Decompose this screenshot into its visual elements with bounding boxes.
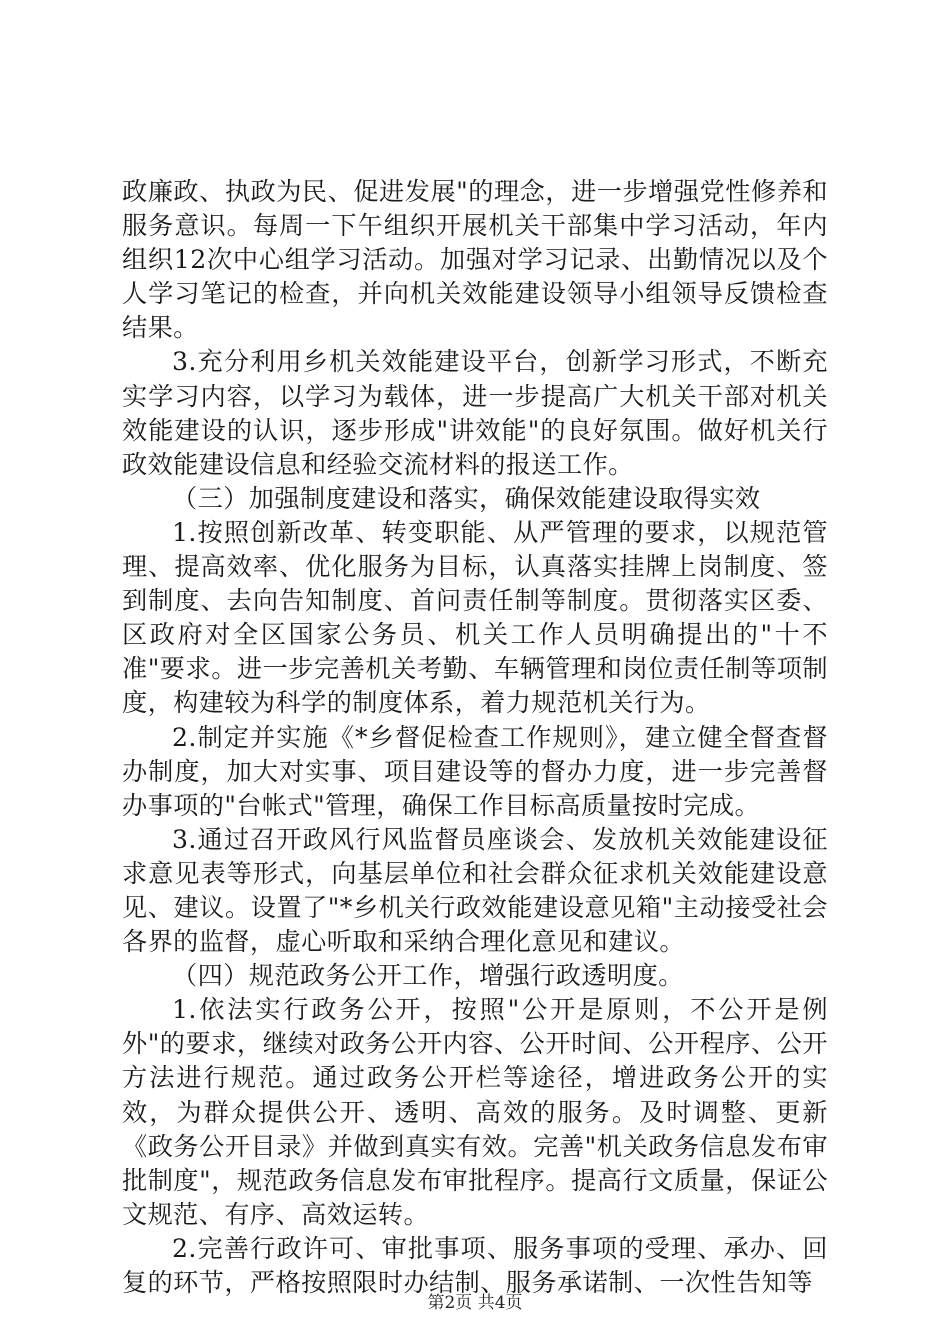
section-heading-3: （三）加强制度建设和落实，确保效能建设取得实效 xyxy=(172,483,761,513)
paragraph-item-4-2: 2.完善行政许可、审批事项、服务事项的受理、承办、回复的环节，严格按照限时办结制、服务承诺制、一次性告知等 xyxy=(122,1233,828,1297)
paragraph-item-3-2: 2.制定并实施《*乡督促检查工作规则》，建立健全督查督办制度，加大对实事、项目建设等的督办力度，进一步完善督办事项的"台帐式"管理，确保工作目标高质量按时完成。 xyxy=(122,722,828,820)
paragraph-item-4-1: 1.依法实行政务公开，按照"公开是原则，不公开是例外"的要求，继续对政务公开内容、公开时间、公开程序、公开方法进行规范。通过政务公开栏等途径，增进政务公开的实效，为群众提供公开、透明、高效的服务。及时调整、更新《政务公开目录》并做到真实有效。完善"机关政务信息发布审批制度"，规范政务信息发布审批程序。提高行文质量，保证公文规范、有序、高效运转。 xyxy=(122,995,828,1229)
section-heading-4: （四）规范政务公开工作，增强行政透明度。 xyxy=(172,961,684,991)
document-body xyxy=(122,175,828,1300)
paragraph-item-2-3: 3.充分利用乡机关效能建设平台，创新学习形式，不断充实学习内容，以学习为载体，进一步提高广大机关干部对机关效能建设的认识，逐步形成"讲效能"的良好氛围。做好机关行政效能建设信息和经验交流材料的报送工作。 xyxy=(122,347,828,479)
paragraph-item-3-1: 1.按照创新改革、转变职能、从严管理的要求，以规范管理、提高效率、优化服务为目标，认真落实挂牌上岗制度、签到制度、去向告知制度、首问责任制等制度。贯彻落实区委、区政府对全区国家公务员、机关工作人员明确提出的"十不准"要求。进一步完善机关考勤、车辆管理和岗位责任制等项制度，构建较为科学的制度体系，着力规范机关行为。 xyxy=(122,517,828,718)
paragraph-item-3-3: 3.通过召开政风行风监督员座谈会、发放机关效能建设征求意见表等形式，向基层单位和社会群众征求机关效能建设意见、建议。设置了"*乡机关行政效能建设意见箱"主动接受社会各界的监督，虚心听取和采纳合理化意见和建议。 xyxy=(122,824,828,957)
paragraph-continuation: 政廉政、执政为民、促进发展"的理念，进一步增强党性修养和服务意识。每周一下午组织开展机关干部集中学习活动，年内组织12次中心组学习活动。加强对学习记录、出勤情况以及个人学习笔记的检查，并向机关效能建设领导小组领导反馈检查结果。 xyxy=(122,177,828,343)
page-number-footer: 第2页 共4页 xyxy=(427,1293,523,1313)
